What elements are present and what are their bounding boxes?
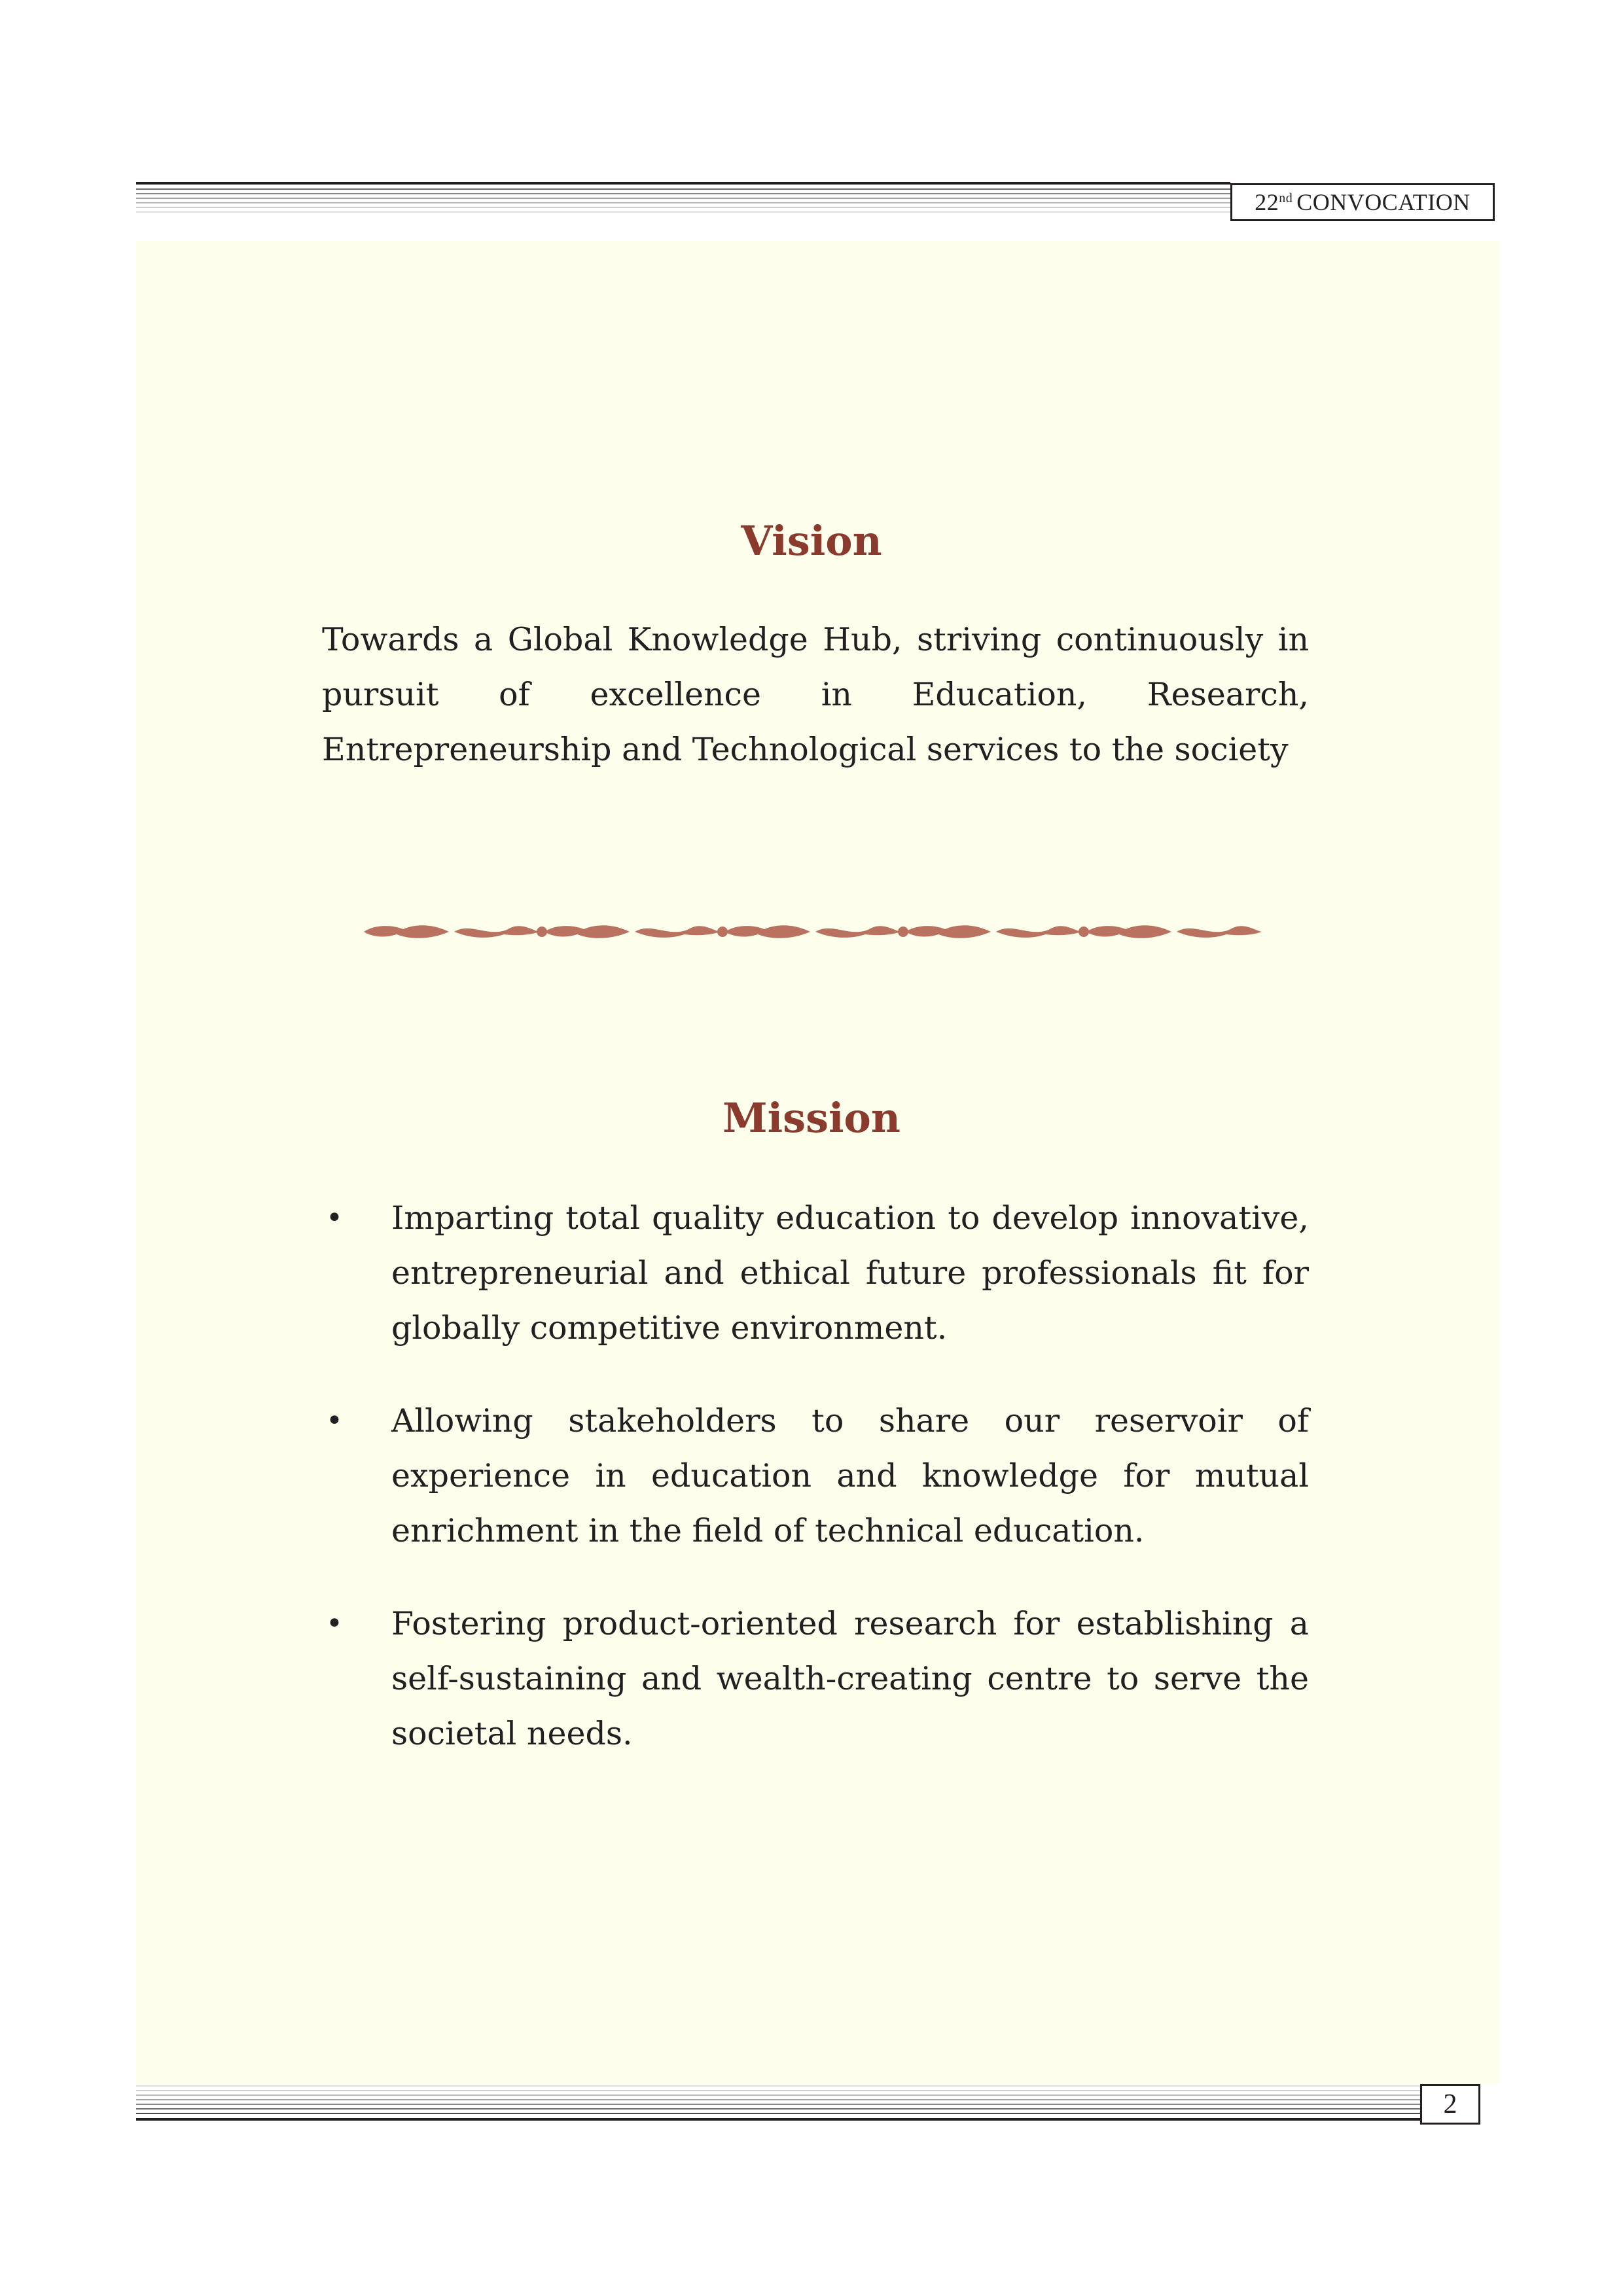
convocation-suffix: nd bbox=[1279, 190, 1293, 205]
mission-list bbox=[322, 1191, 1309, 1799]
ornament-flourish bbox=[996, 926, 1081, 938]
ornament-flourish bbox=[906, 925, 991, 938]
vision-text: Towards a Global Knowledge Hub, striving continuously in pursuit of excellence in Education, Research, Entrepreneurship and Technological services to the society bbox=[322, 621, 1309, 768]
ornament-divider bbox=[361, 916, 1268, 947]
bullet-icon: • bbox=[326, 1201, 343, 1235]
ornament-flourish bbox=[725, 925, 810, 938]
convocation-tag bbox=[1230, 183, 1495, 221]
bullet-icon: • bbox=[326, 1607, 343, 1640]
footer-rules bbox=[136, 2084, 1422, 2126]
page-number: 2 bbox=[1420, 2084, 1480, 2125]
mission-item-text: Allowing stakeholders to share our reservoir of experience in education and knowledge for mutual enrichment in the field of technical education. bbox=[391, 1402, 1309, 1549]
header-rules bbox=[136, 182, 1230, 224]
ornament-flourish bbox=[815, 926, 901, 938]
convocation-label: CONVOCATION bbox=[1296, 189, 1471, 215]
mission-item bbox=[322, 1394, 1309, 1559]
ornament-flourish bbox=[1086, 925, 1171, 938]
ornament-flourish bbox=[544, 925, 630, 938]
ornament-flourish bbox=[364, 925, 449, 938]
vision-heading: Vision bbox=[741, 517, 882, 565]
mission-item bbox=[322, 1191, 1309, 1356]
mission-item-text: Fostering product-oriented research for establishing a self-sustaining and wealth-creating centre to serve the societal needs. bbox=[391, 1605, 1309, 1752]
convocation-number: 22 bbox=[1255, 189, 1279, 215]
bullet-icon: • bbox=[326, 1404, 343, 1438]
ornament-flourish bbox=[454, 926, 539, 938]
mission-heading: Mission bbox=[722, 1094, 901, 1142]
mission-item bbox=[322, 1597, 1309, 1761]
mission-item-text: Imparting total quality education to develop innovative, entrepreneurial and ethical future professionals fit for globally competitive environment. bbox=[391, 1199, 1309, 1347]
ornament-flourish bbox=[1177, 926, 1262, 938]
ornament-flourish bbox=[635, 926, 720, 938]
